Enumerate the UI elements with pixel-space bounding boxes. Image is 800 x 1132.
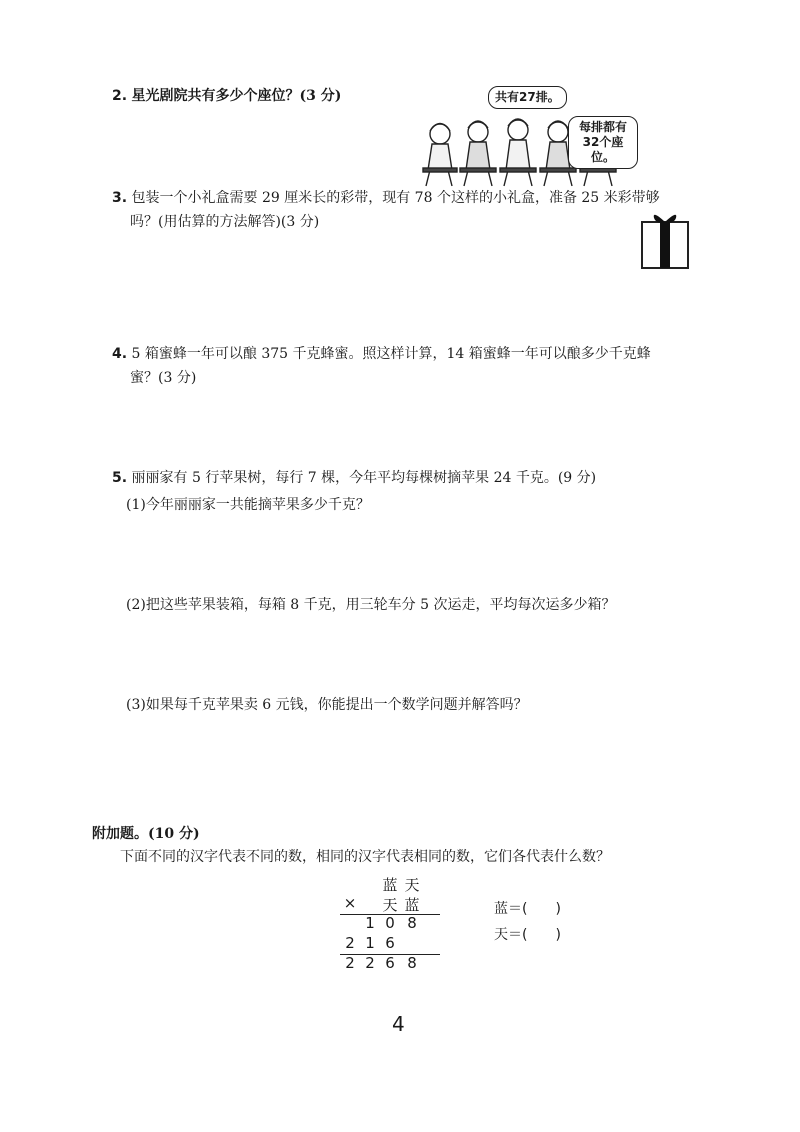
question-3 <box>112 186 692 234</box>
digit: 8 <box>407 954 417 972</box>
digit: 1 <box>365 934 375 952</box>
times-sign: × <box>343 894 357 912</box>
digit-char: 蓝 <box>404 896 420 914</box>
question-text-line-1: 包装一个小礼盒需要 29 厘米长的彩带，现有 78 个这样的小礼盒，准备 25 米彩带够 <box>131 190 660 206</box>
bubble-line-2: 32个座位。 <box>582 135 624 164</box>
digit-char: 蓝 <box>382 876 398 894</box>
digit-char: 天 <box>382 896 398 914</box>
partial-product-1 <box>340 914 450 934</box>
question-text: 丽丽家有 5 行苹果树，每行 7 棵，今年平均每棵树摘苹果 24 千克。(9 分) <box>131 470 597 486</box>
question-5-part-3: (3)如果每千克苹果卖 6 元钱，你能提出一个数学问题并解答吗？ <box>126 697 528 713</box>
multiplicand-row <box>340 874 450 894</box>
digit: 0 <box>385 914 395 932</box>
page-number: 4 <box>392 1012 405 1036</box>
bonus-title: 附加题。(10 分) <box>92 826 200 842</box>
answer-blank-tian[interactable]: 天＝( ) <box>494 927 561 943</box>
question-4 <box>112 342 692 390</box>
digit: 6 <box>385 934 395 952</box>
question-number: 3. <box>112 190 128 206</box>
digit: 2 <box>365 954 375 972</box>
question-number: 4. <box>112 346 128 362</box>
digit: 1 <box>365 914 375 932</box>
digit: 2 <box>345 954 355 972</box>
speech-bubble-seats <box>568 116 638 169</box>
question-2 <box>112 84 341 108</box>
theater-illustration <box>418 86 630 196</box>
answer-blank-lan[interactable]: 蓝＝( ) <box>494 901 561 917</box>
question-5-part-2: (2)把这些苹果装箱，每箱 8 千克，用三轮车分 5 次运走，平均每次运多少箱？ <box>126 597 616 613</box>
question-text-line-2: 吗？(用估算的方法解答)(3 分) <box>130 214 320 230</box>
gift-box-icon <box>640 210 690 274</box>
question-text-line-1: 5 箱蜜蜂一年可以酿 375 千克蜂蜜。照这样计算，14 箱蜜蜂一年可以酿多少千克蜂 <box>131 346 651 362</box>
digit-char: 天 <box>404 876 420 894</box>
question-text: 星光剧院共有多少个座位？(3 分) <box>131 88 342 104</box>
question-number: 5. <box>112 470 128 486</box>
digit: 2 <box>345 934 355 952</box>
question-number: 2. <box>112 88 128 104</box>
question-5-part-1: (1)今年丽丽家一共能摘苹果多少千克？ <box>126 497 370 513</box>
multiplication-puzzle <box>340 874 450 974</box>
bubble-line-1: 每排都有 <box>578 120 627 134</box>
digit: 8 <box>407 914 417 932</box>
question-text-line-2: 蜜？(3 分) <box>130 370 197 386</box>
bonus-text: 下面不同的汉字代表不同的数，相同的汉字代表相同的数，它们各代表什么数？ <box>120 849 610 865</box>
speech-bubble-rows: 共有27排。 <box>488 86 567 109</box>
digit: 6 <box>385 954 395 972</box>
product-row <box>340 954 450 974</box>
partial-product-2 <box>340 934 450 954</box>
multiplier-row <box>340 894 450 914</box>
question-5 <box>112 466 692 490</box>
